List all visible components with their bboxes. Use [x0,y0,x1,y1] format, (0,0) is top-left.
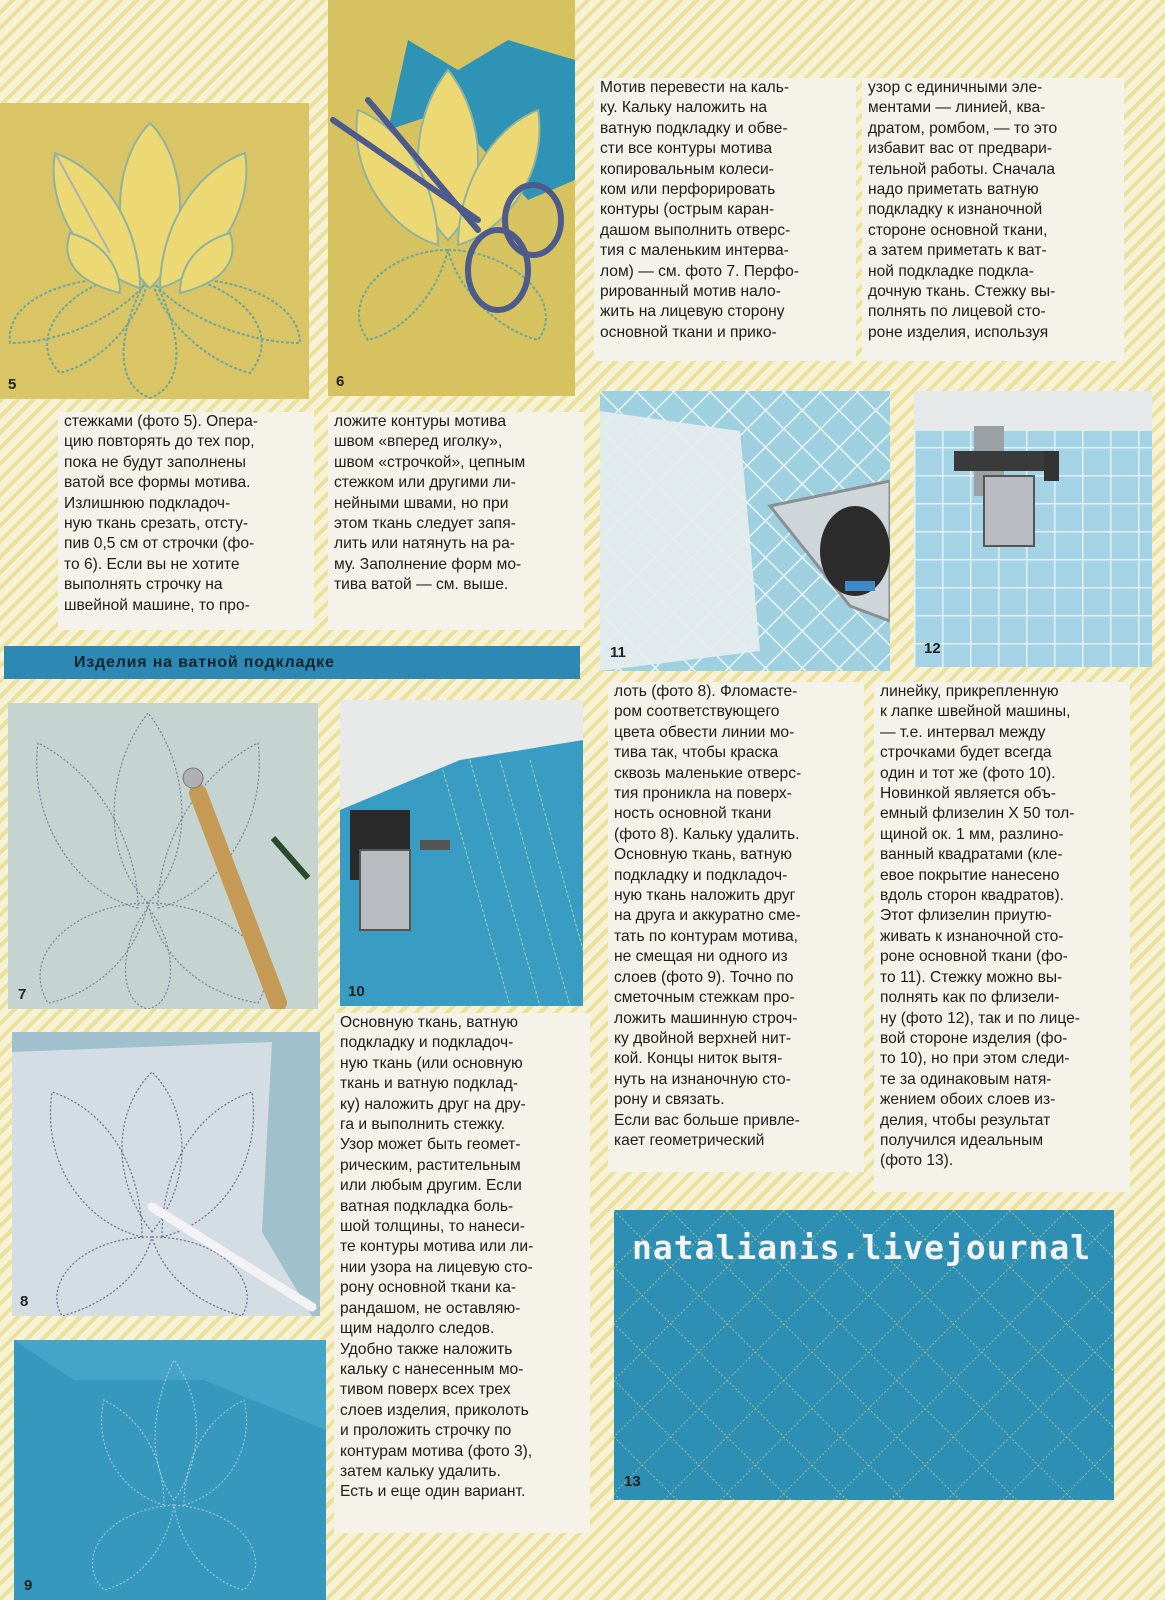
text-col2-bot: Основную ткань, ватную подкладку и подкладоч- ную ткань (или основную ткань и ватную подклад- ку) наложить друг на дру- га и выполнить стежку. Узор может быть геомет- рическим, растительным или любым другим. Если ватная подкладка боль- шой толщины, то нанеси- те контуры мотива или ли- нии узора на лицевую сто- рону основной ткани ка- рандашом, не оставляю- щим надолго следов. Удобно также наложить кальку с нанесенным мо- тивом поверх всех трех слоев изделия, приколоть и проложить строчку по контурам мотива (фото 3), затем кальку удалить. Есть и еще один вариант. [334,1013,590,1533]
text-col1-mid: стежками (фото 5). Опера- цию повторять до тех пор, пока не будут заполнены ватой все формы мотива. Излишнюю подкладоч- ную ткань срезать, отсту- пив 0,5 см от строчки (фо- то 6). Если вы не хотите выполнять строчку на швейной машине, то про- [58,412,314,630]
watermark: natalianis.livejournal [632,1228,1092,1267]
photo-number: 12 [924,640,941,657]
text-col4-bot: линейку, прикрепленную к лапке швейной машины, — т.е. интервал между строчками будет всегда один и тот же (фото 10). Новинкой является объ- емный флизелин X 50 тол- щиной ок. 1 мм, разлино- ванный квадратами (кле- евое покрытие нанесено вдоль сторон квадратов). Этот флизелин приутю- живать к изнаночной сто- роне основной ткани (фо- то 11). Стежку можно вы- полнять как по флизели- ну (фото 12), так и по лице- вой стороне изделия (фо- то 10), но при этом следи- те за одинаковым натя- жением обоих слоев из- делия, чтобы результат получился идеальным (фото 13). [874,682,1130,1192]
section-banner: Изделия на ватной подкладке [4,646,580,679]
photo-7 [8,703,318,1009]
photo-8 [12,1032,320,1316]
text-col2-mid: ложите контуры мотива швом «вперед иголку», швом «строчкой», цепным стежком или другими ли- нейными швами, но при этом ткань следует запя- лить или натянуть на ра- му. Заполнение форм мо- тива ватой — см. выше. [328,412,584,630]
photo-9 [14,1340,326,1600]
photo-number: 6 [336,373,345,390]
text-col3-top: Мотив перевести на каль- ку. Кальку наложить на ватную подкладку и обве- сти все контуры мотива копировальным колеси- ком или перфорировать контуры (острым каран- дашом выполнить отверс- тия с маленьким интерва- лом) — см. фото 7. Перфо- рированный мотив нало- жить на лицевую сторону основной ткани и прико- [594,78,856,361]
text-col3-bot: лоть (фото 8). Фломасте- ром соответствующего цвета обвести линии мо- тива так, чтобы краска сквозь маленькие отверс- тия проникла на поверх- ность основной ткани (фото 8). Кальку удалить. Основную ткань, ватную подкладку и подкладоч- ную ткань наложить друг на друга и аккуратно сме- тать по контурам мотива, не смещая ни одного из слоев (фото 9). Точно по сметочным стежкам про- ложить машинную строч- ку двойной верхней нит- кой. Концы ниток вытя- нуть на изнаночную сто- рону и связать. Если вас больше привле- кает геометрический [608,682,864,1172]
photo-13 [614,1210,1114,1500]
photo-number: 8 [20,1293,29,1310]
photo-number: 9 [24,1577,33,1594]
photo-10 [340,700,583,1006]
photo-number: 13 [624,1473,641,1490]
photo-6 [328,0,575,396]
text-col4-top: узор с единичными эле- ментами — линией, ква- дратом, ромбом, — то это избавит вас от предвари- тельной работы. Сначала надо приметать ватную подкладку к изнаночной стороне основной ткани, а затем приметать к ват- ной подкладке подкла- дочную ткань. Стежку вы- полнять по лицевой сто- роне изделия, используя [862,78,1124,361]
photo-number: 5 [8,376,17,393]
photo-11 [600,391,890,671]
photo-number: 10 [348,983,365,1000]
photo-number: 11 [610,644,626,661]
photo-12 [914,391,1152,667]
photo-number: 7 [18,986,27,1003]
photo-5 [0,103,309,399]
